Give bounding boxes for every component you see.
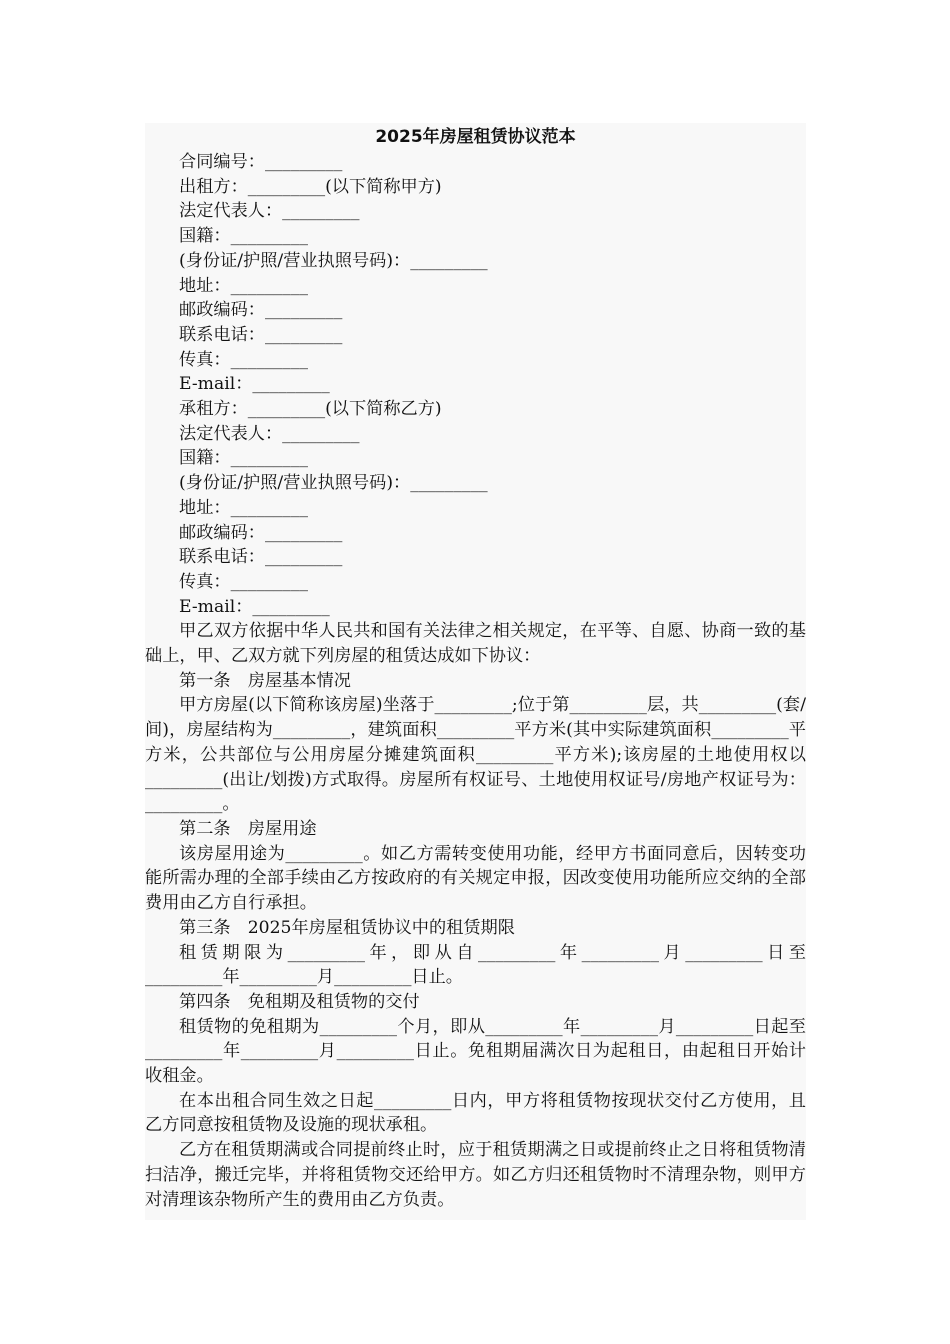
field-lessor-postcode: 邮政编码：_________ [179, 300, 343, 321]
field-lessor-email: E-mail：_________ [179, 374, 330, 395]
article-1-heading: 第一条 房屋基本情况 [179, 670, 351, 691]
article-4-text-3: 乙方在租赁期满或合同提前终止时，应于租赁期满之日或提前终止之日将租赁物清扫洁净，搬迁完毕，并将租赁物交还给甲方。如乙方归还租赁物时不清理杂物，则甲方对清理该杂物所产生的费用由乙方负责。 [145, 1140, 806, 1210]
field-lessee-email: E-mail：_________ [179, 596, 330, 617]
article-3-heading: 第三条 2025年房屋租赁协议中的租赁期限 [179, 917, 515, 938]
field-lessee-id-number: (身份证/护照/营业执照号码)：_________ [179, 473, 488, 494]
field-lessee-legal-rep: 法定代表人：_________ [179, 423, 360, 444]
field-lessor-legal-rep: 法定代表人：_________ [179, 201, 360, 222]
article-3-text: 租赁期限为_________年，即从自_________年_________月_________日至_________年_________月_________日止。 [145, 942, 806, 988]
field-lessor-nationality: 国籍：_________ [179, 226, 308, 247]
article-4-text-2: 在本出租合同生效之日起_________日内，甲方将租赁物按现状交付乙方使用，且乙方同意按租赁物及设施的现状承租。 [145, 1090, 806, 1136]
field-lessor-phone: 联系电话：_________ [179, 324, 343, 345]
article-2-heading: 第二条 房屋用途 [179, 818, 317, 839]
field-lessor-id-number: (身份证/护照/营业执照号码)：_________ [179, 250, 488, 271]
field-lessor-address: 地址：_________ [179, 275, 308, 296]
document-title: 2025年房屋租赁协议范本 [375, 127, 576, 147]
article-2-text: 该房屋用途为_________。如乙方需转变使用功能，经甲方书面同意后，因转变功能所需办理的全部手续由乙方按政府的有关规定申报，因改变使用功能所应交纳的全部费用由乙方自行承担。 [145, 843, 806, 914]
field-lessee: 承租方：_________(以下简称乙方) [179, 399, 442, 420]
intro-paragraph: 甲乙双方依据中华人民共和国有关法律之相关规定，在平等、自愿、协商一致的基础上，甲、乙双方就下列房屋的租赁达成如下协议： [145, 621, 806, 667]
field-lessor: 出租方：_________(以下简称甲方) [179, 176, 442, 197]
article-4-heading: 第四条 免租期及租赁物的交付 [179, 991, 420, 1012]
article-4-text-1: 租赁物的免租期为_________个月，即从_________年_________月_________日起至_________年_________月_________日止。免租期届满次日为起租日，由起租日开始计收租金。 [145, 1016, 806, 1087]
field-lessee-phone: 联系电话：_________ [179, 547, 343, 568]
field-lessee-nationality: 国籍：_________ [179, 448, 308, 469]
document-body [145, 125, 806, 1212]
field-lessee-postcode: 邮政编码：_________ [179, 522, 343, 543]
field-lessee-address: 地址：_________ [179, 497, 308, 518]
field-contract-number: 合同编号：_________ [179, 152, 343, 172]
field-lessee-fax: 传真：_________ [179, 571, 308, 592]
field-lessor-fax: 传真：_________ [179, 349, 308, 370]
article-1-text: 甲方房屋(以下简称该房屋)坐落于_________;位于第_________层，共_________(套/间)，房屋结构为_________，建筑面积_________平方米(其中实际建筑面积_________平方米，公共部位与公用房屋分摊建筑面积_________平方米);该房屋的土地使用权以_________(出让/划拨)方式取得。房屋所有权证号、土地使用权证号/房地产权证号为：_________。 [145, 695, 806, 815]
